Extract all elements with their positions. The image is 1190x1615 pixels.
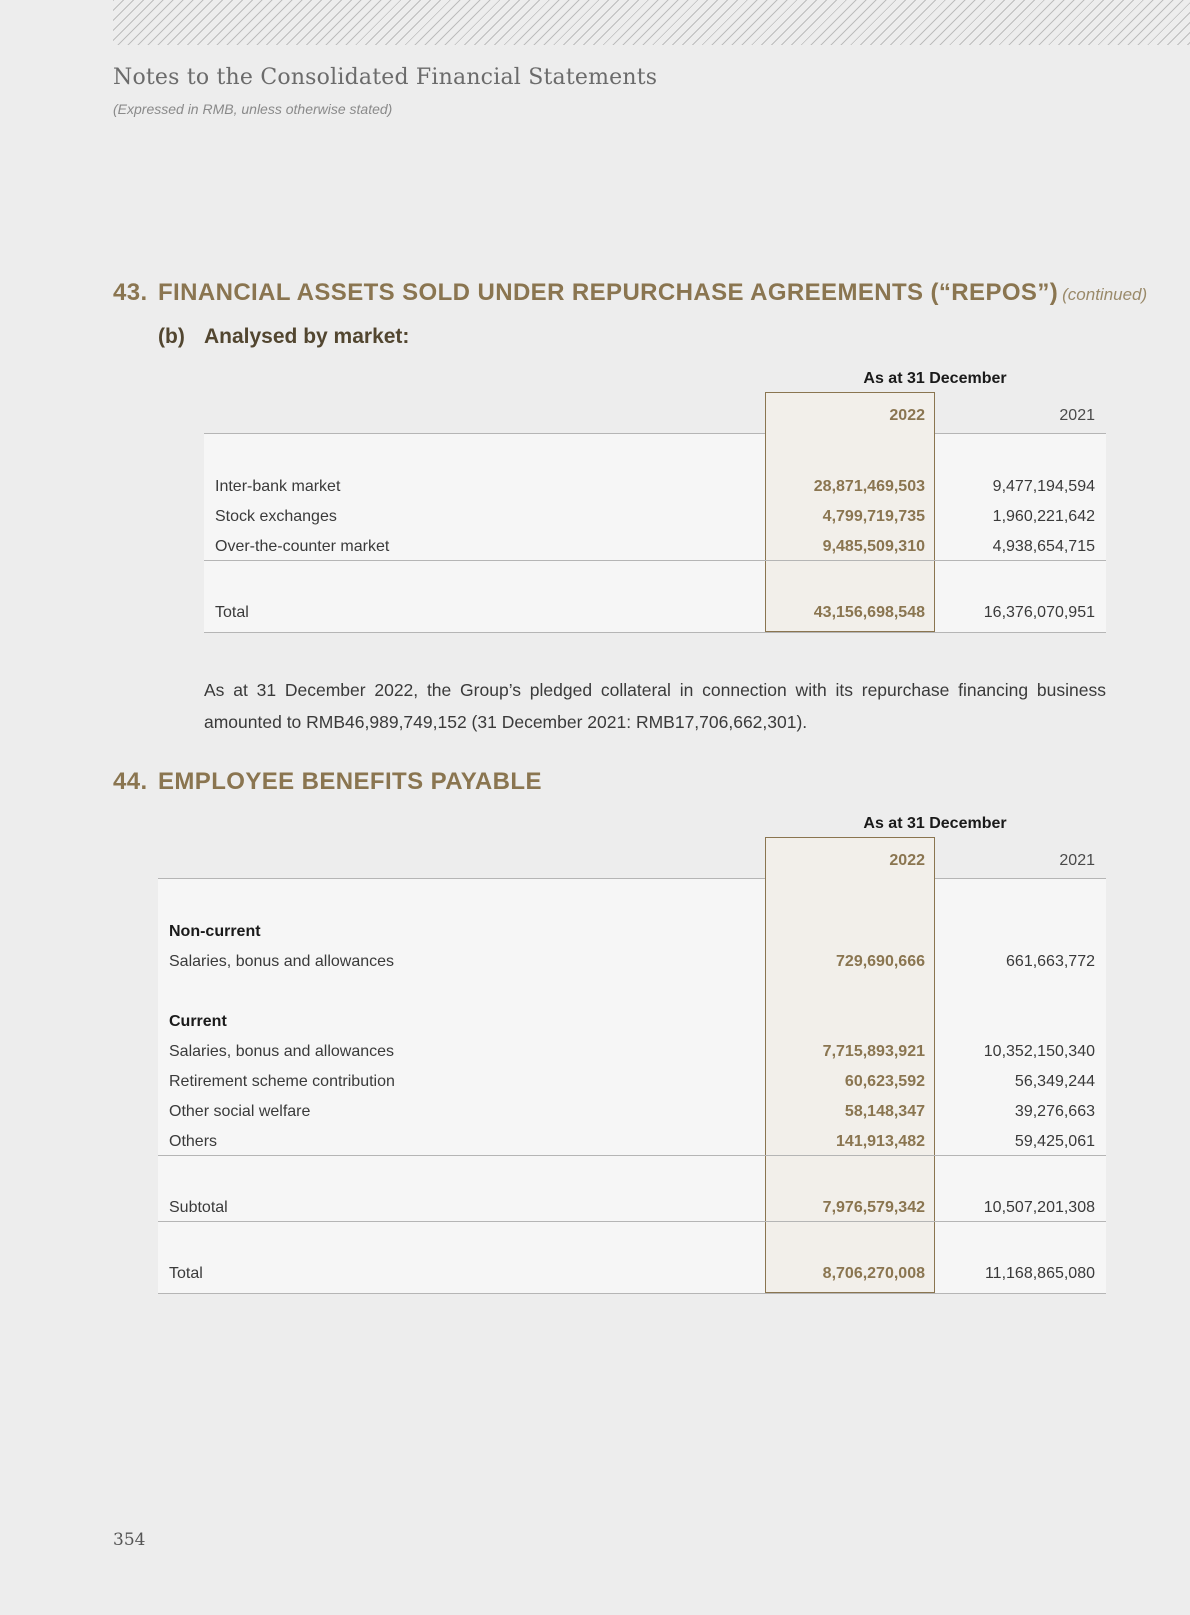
year-2021-header: 2021 bbox=[1059, 852, 1095, 869]
value-2022: 8,706,270,008 bbox=[822, 1265, 925, 1282]
value-2021: 16,376,070,951 bbox=[983, 604, 1095, 621]
value-2022: 729,690,666 bbox=[836, 953, 925, 970]
section-44-number: 44. bbox=[113, 768, 148, 795]
section-44-title: EMPLOYEE BENEFITS PAYABLE bbox=[158, 768, 542, 795]
table-row bbox=[158, 1133, 1106, 1155]
noncurrent-heading: Non-current bbox=[169, 923, 261, 940]
value-2021: 10,507,201,308 bbox=[983, 1199, 1095, 1216]
value-2021: 11,168,865,080 bbox=[984, 1265, 1095, 1282]
table-row bbox=[204, 478, 1106, 500]
table-row bbox=[204, 508, 1106, 530]
value-2021: 9,477,194,594 bbox=[992, 478, 1095, 495]
value-2022: 43,156,698,548 bbox=[813, 604, 925, 621]
row-label: Stock exchanges bbox=[215, 508, 337, 525]
section-43-continued: (continued) bbox=[1062, 285, 1148, 304]
current-year-column-highlight bbox=[765, 837, 935, 1293]
section-43-title: FINANCIAL ASSETS SOLD UNDER REPURCHASE AGREEMENTS (“REPOS”) bbox=[158, 279, 1059, 306]
value-2022: 7,976,579,342 bbox=[822, 1199, 925, 1216]
value-2022: 28,871,469,503 bbox=[813, 478, 925, 495]
value-2021: 661,663,772 bbox=[1006, 953, 1095, 970]
section-43b-title: Analysed by market: bbox=[204, 325, 410, 348]
row-divider bbox=[158, 1155, 1106, 1156]
row-label: Other social welfare bbox=[169, 1103, 311, 1120]
noncurrent-heading-row bbox=[158, 923, 1106, 945]
value-2022: 4,799,719,735 bbox=[822, 508, 925, 525]
value-2022: 7,715,893,921 bbox=[822, 1043, 925, 1060]
table-body-background bbox=[204, 433, 1106, 633]
value-2022: 58,148,347 bbox=[844, 1103, 925, 1120]
row-label: Subtotal bbox=[169, 1199, 228, 1216]
row-divider bbox=[158, 1221, 1106, 1222]
section-43b-label: (b) bbox=[158, 325, 185, 348]
as-at-header: As at 31 December bbox=[863, 815, 1007, 832]
section-43-number: 43. bbox=[113, 279, 148, 306]
section-44-heading bbox=[113, 768, 542, 796]
row-label: Inter-bank market bbox=[215, 478, 341, 495]
header-hatch-band bbox=[113, 0, 1190, 45]
as-at-header: As at 31 December bbox=[863, 370, 1007, 387]
row-label: Total bbox=[169, 1265, 203, 1282]
year-2022-header: 2022 bbox=[889, 852, 925, 869]
value-2022: 141,913,482 bbox=[836, 1133, 925, 1150]
repos-by-market-table bbox=[204, 370, 1106, 632]
year-2021-header: 2021 bbox=[1059, 407, 1095, 424]
section-43b-heading bbox=[158, 325, 409, 349]
row-divider bbox=[204, 560, 1106, 561]
value-2021: 4,938,654,715 bbox=[992, 538, 1095, 555]
pledged-collateral-note: As at 31 December 2022, the Group’s pledged collateral in connection with its repurchase financing business amounted to RMB46,989,749,152 (31 December 2021: RMB17,706,662,301). bbox=[204, 680, 1106, 732]
employee-benefits-table bbox=[158, 815, 1106, 1293]
value-2021: 39,276,663 bbox=[1014, 1103, 1095, 1120]
page-header-subtitle: (Expressed in RMB, unless otherwise stated) bbox=[113, 101, 393, 117]
value-2022: 9,485,509,310 bbox=[822, 538, 925, 555]
row-label: Salaries, bonus and allowances bbox=[169, 1043, 395, 1060]
row-label: Over-the-counter market bbox=[215, 538, 390, 555]
table-row bbox=[158, 1103, 1106, 1125]
table-row bbox=[158, 1043, 1106, 1065]
total-row bbox=[158, 1265, 1106, 1287]
subtotal-row bbox=[158, 1199, 1106, 1221]
total-row bbox=[204, 604, 1106, 626]
row-label: Retirement scheme contribution bbox=[169, 1073, 395, 1090]
table-row bbox=[204, 538, 1106, 560]
row-label: Salaries, bonus and allowances bbox=[169, 953, 395, 970]
value-2022: 60,623,592 bbox=[844, 1073, 925, 1090]
table-row bbox=[158, 1073, 1106, 1095]
value-2021: 1,960,221,642 bbox=[992, 508, 1095, 525]
current-heading-row bbox=[158, 1013, 1106, 1035]
current-heading: Current bbox=[169, 1013, 227, 1030]
page-number: 354 bbox=[113, 1530, 146, 1550]
value-2021: 56,349,244 bbox=[1014, 1073, 1095, 1090]
page-header-title: Notes to the Consolidated Financial Statements bbox=[113, 65, 658, 90]
year-2022-header: 2022 bbox=[889, 407, 925, 424]
section-43-heading bbox=[113, 279, 1147, 307]
table-row bbox=[158, 953, 1106, 975]
row-label: Others bbox=[169, 1133, 218, 1150]
row-label: Total bbox=[215, 604, 249, 621]
value-2021: 59,425,061 bbox=[1014, 1133, 1095, 1150]
value-2021: 10,352,150,340 bbox=[983, 1043, 1095, 1060]
